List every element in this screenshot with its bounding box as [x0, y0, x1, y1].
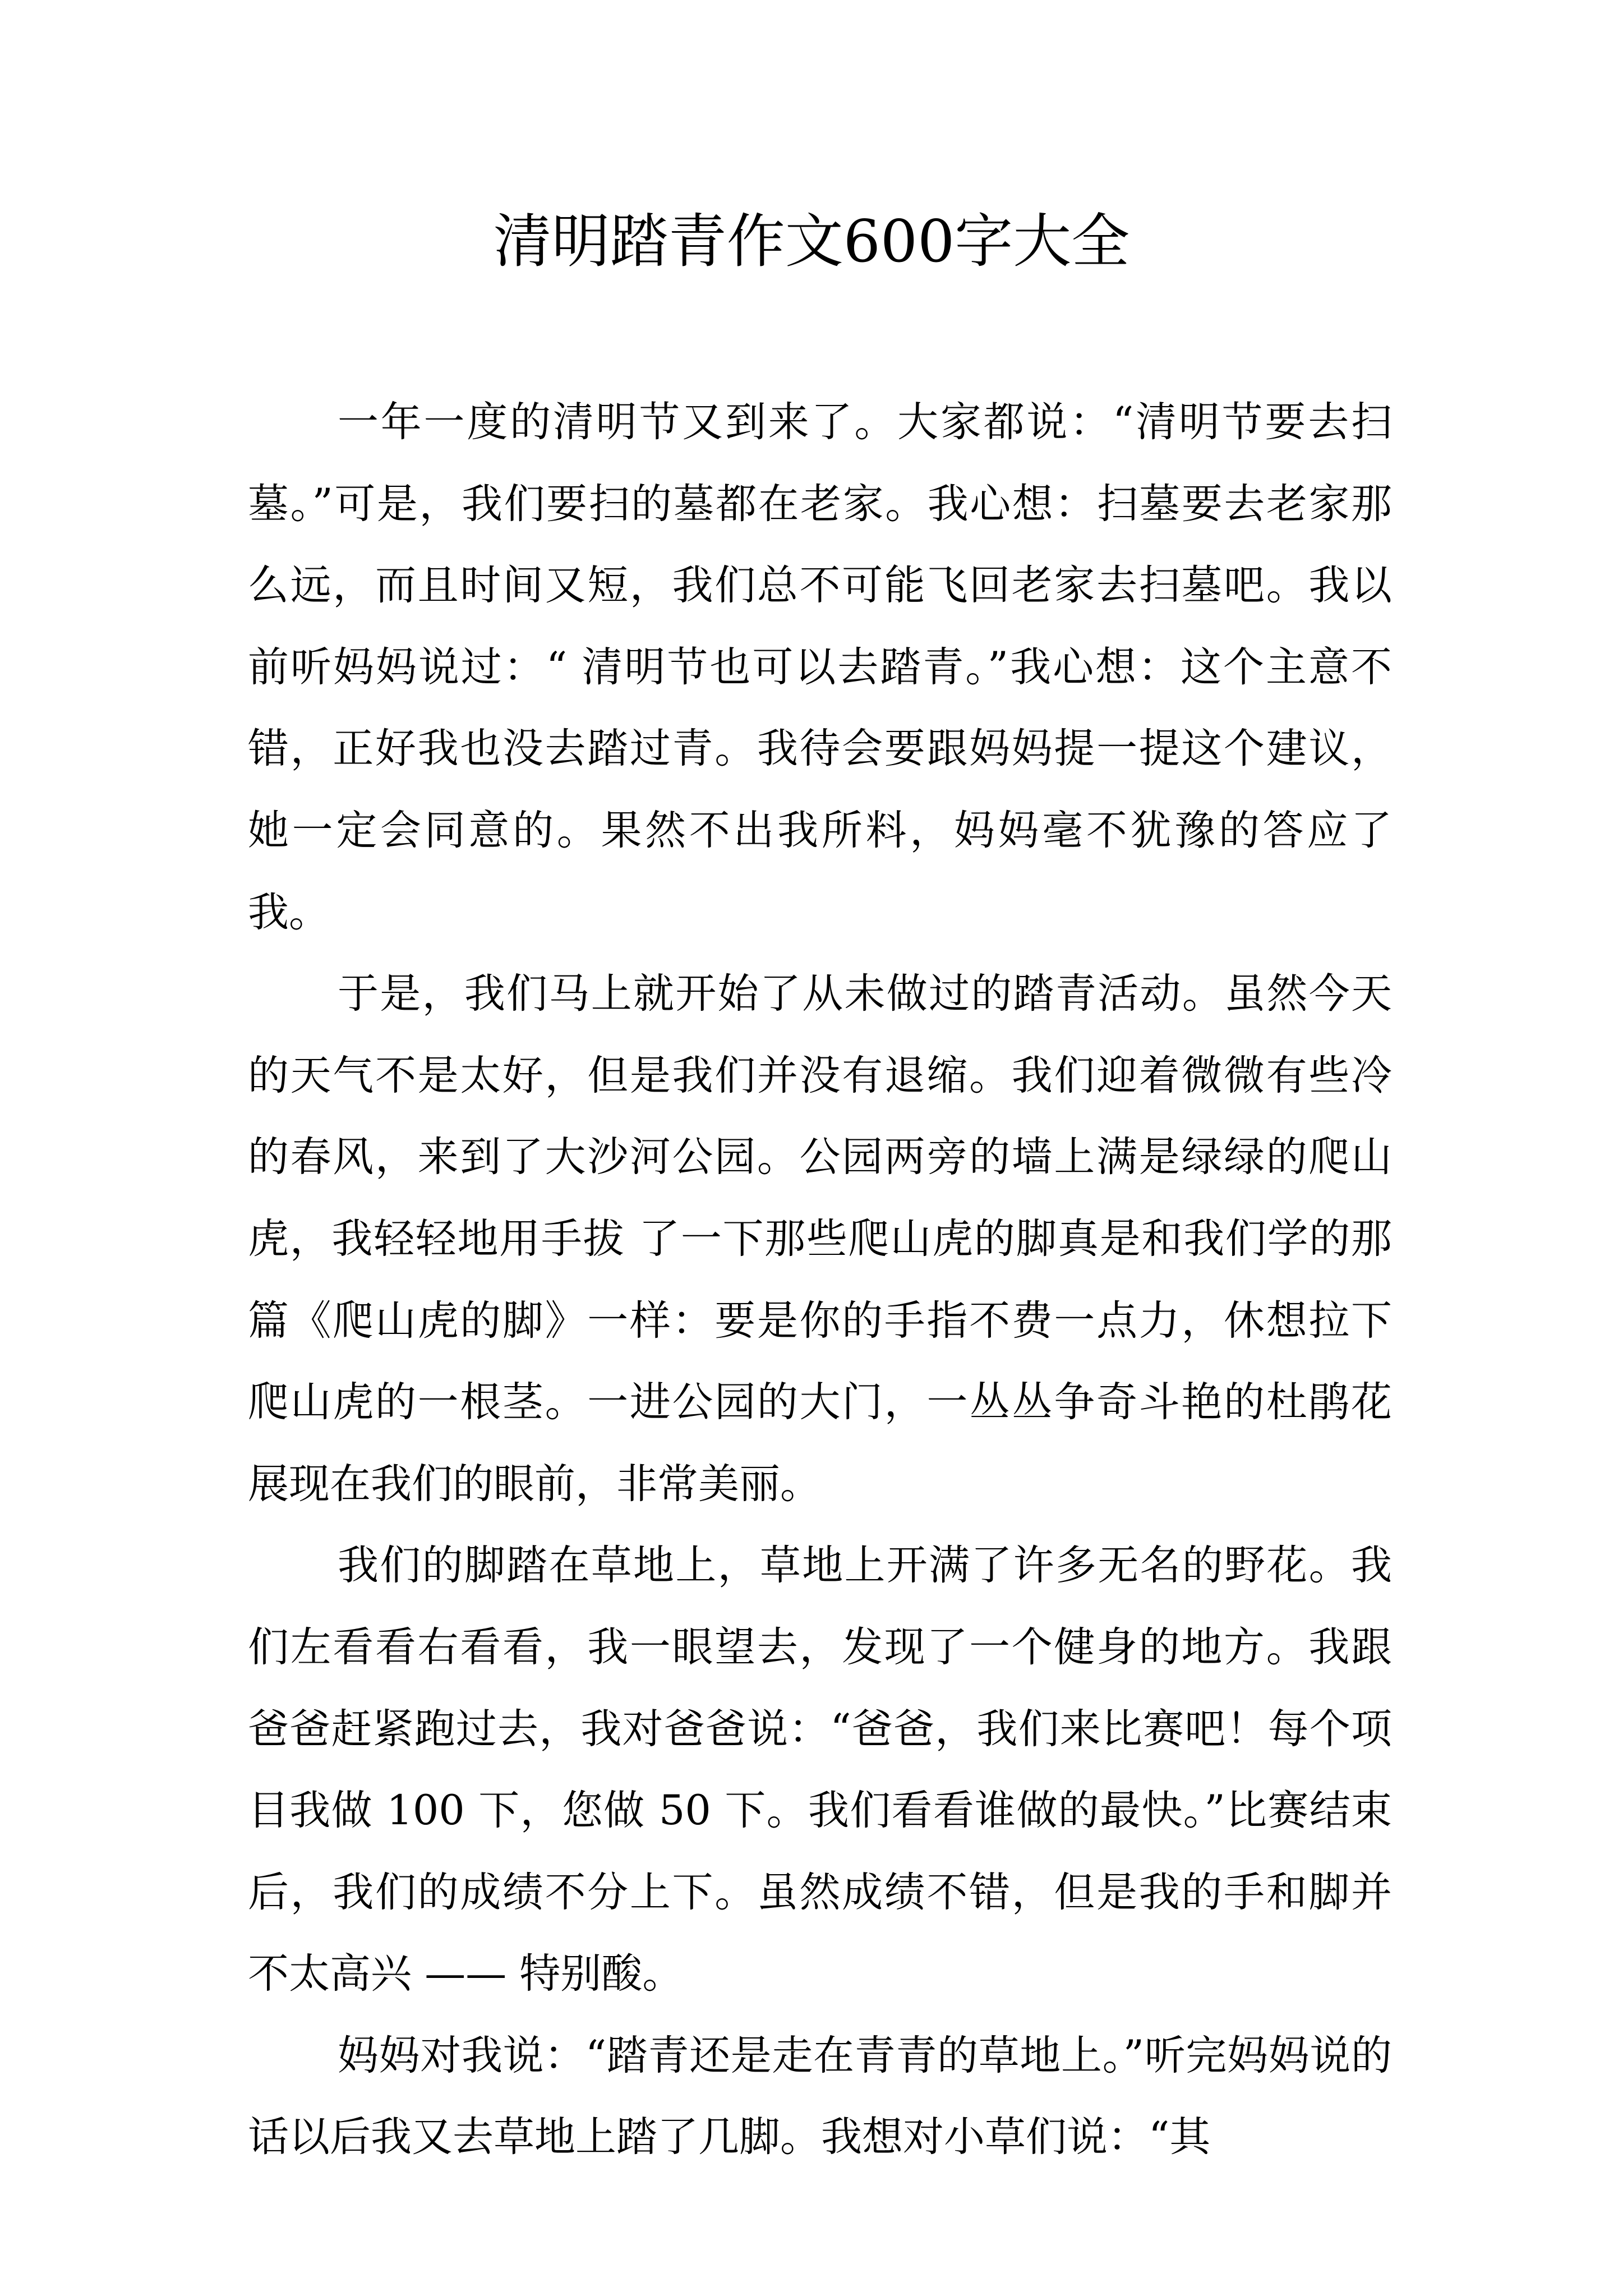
- paragraph-2: 于是，我们马上就开始了从未做过的踏青活动。虽然今天的天气不是太好，但是我们并没有退缩。我们迎着微微有些冷的春风，来到了大沙河公园。公园两旁的墙上满是绿绿的爬山虎，我轻轻地用手拔 了一下那些爬山虎的脚真是和我们学的那篇《爬山虎的脚》一样：要是你的手指不费一点力，休想拉下爬山虎的一根茎。一进公园的大门，一丛丛争奇斗艳的杜鹃花展现在我们的眼前，非常美丽。: [248, 970, 1392, 1508]
- document-title: 清明踏青作文600字大全: [493, 207, 1130, 275]
- paragraph-4: 妈妈对我说：“踏青还是走在青青的草地上。”听完妈妈说的话以后我又去草地上踏了几脚。我想对小草们说：“其: [248, 2031, 1392, 2161]
- paragraph-3: 我们的脚踏在草地上，草地上开满了许多无名的野花。我们左看看右看看，我一眼望去，发现了一个健身的地方。我跟爸爸赶紧跑过去，我对爸爸说：“爸爸，我们来比赛吧！每个项目我做 100 下，您做 50 下。我们看看谁做的最快。”比赛结束后，我们的成绩不分上下。虽然成绩不错，但是我的手和脚并不太高兴 —— 特别酸。: [248, 1542, 1392, 1998]
- paragraph-1: 一年一度的清明节又到来了。大家都说：“清明节要去扫墓。”可是，我们要扫的墓都在老家。我心想：扫墓要去老家那么远，而且时间又短，我们总不可能飞回老家去扫墓吧。我以前听妈妈说过：“ 清明节也可以去踏青。”我心想：这个主意不错，正好我也没去踏过青。我待会要跟妈妈提一提这个建议，她一定会同意的。果然不出我所料，妈妈毫不犹豫的答应了我。: [248, 398, 1392, 936]
- document-body: [248, 381, 1392, 2178]
